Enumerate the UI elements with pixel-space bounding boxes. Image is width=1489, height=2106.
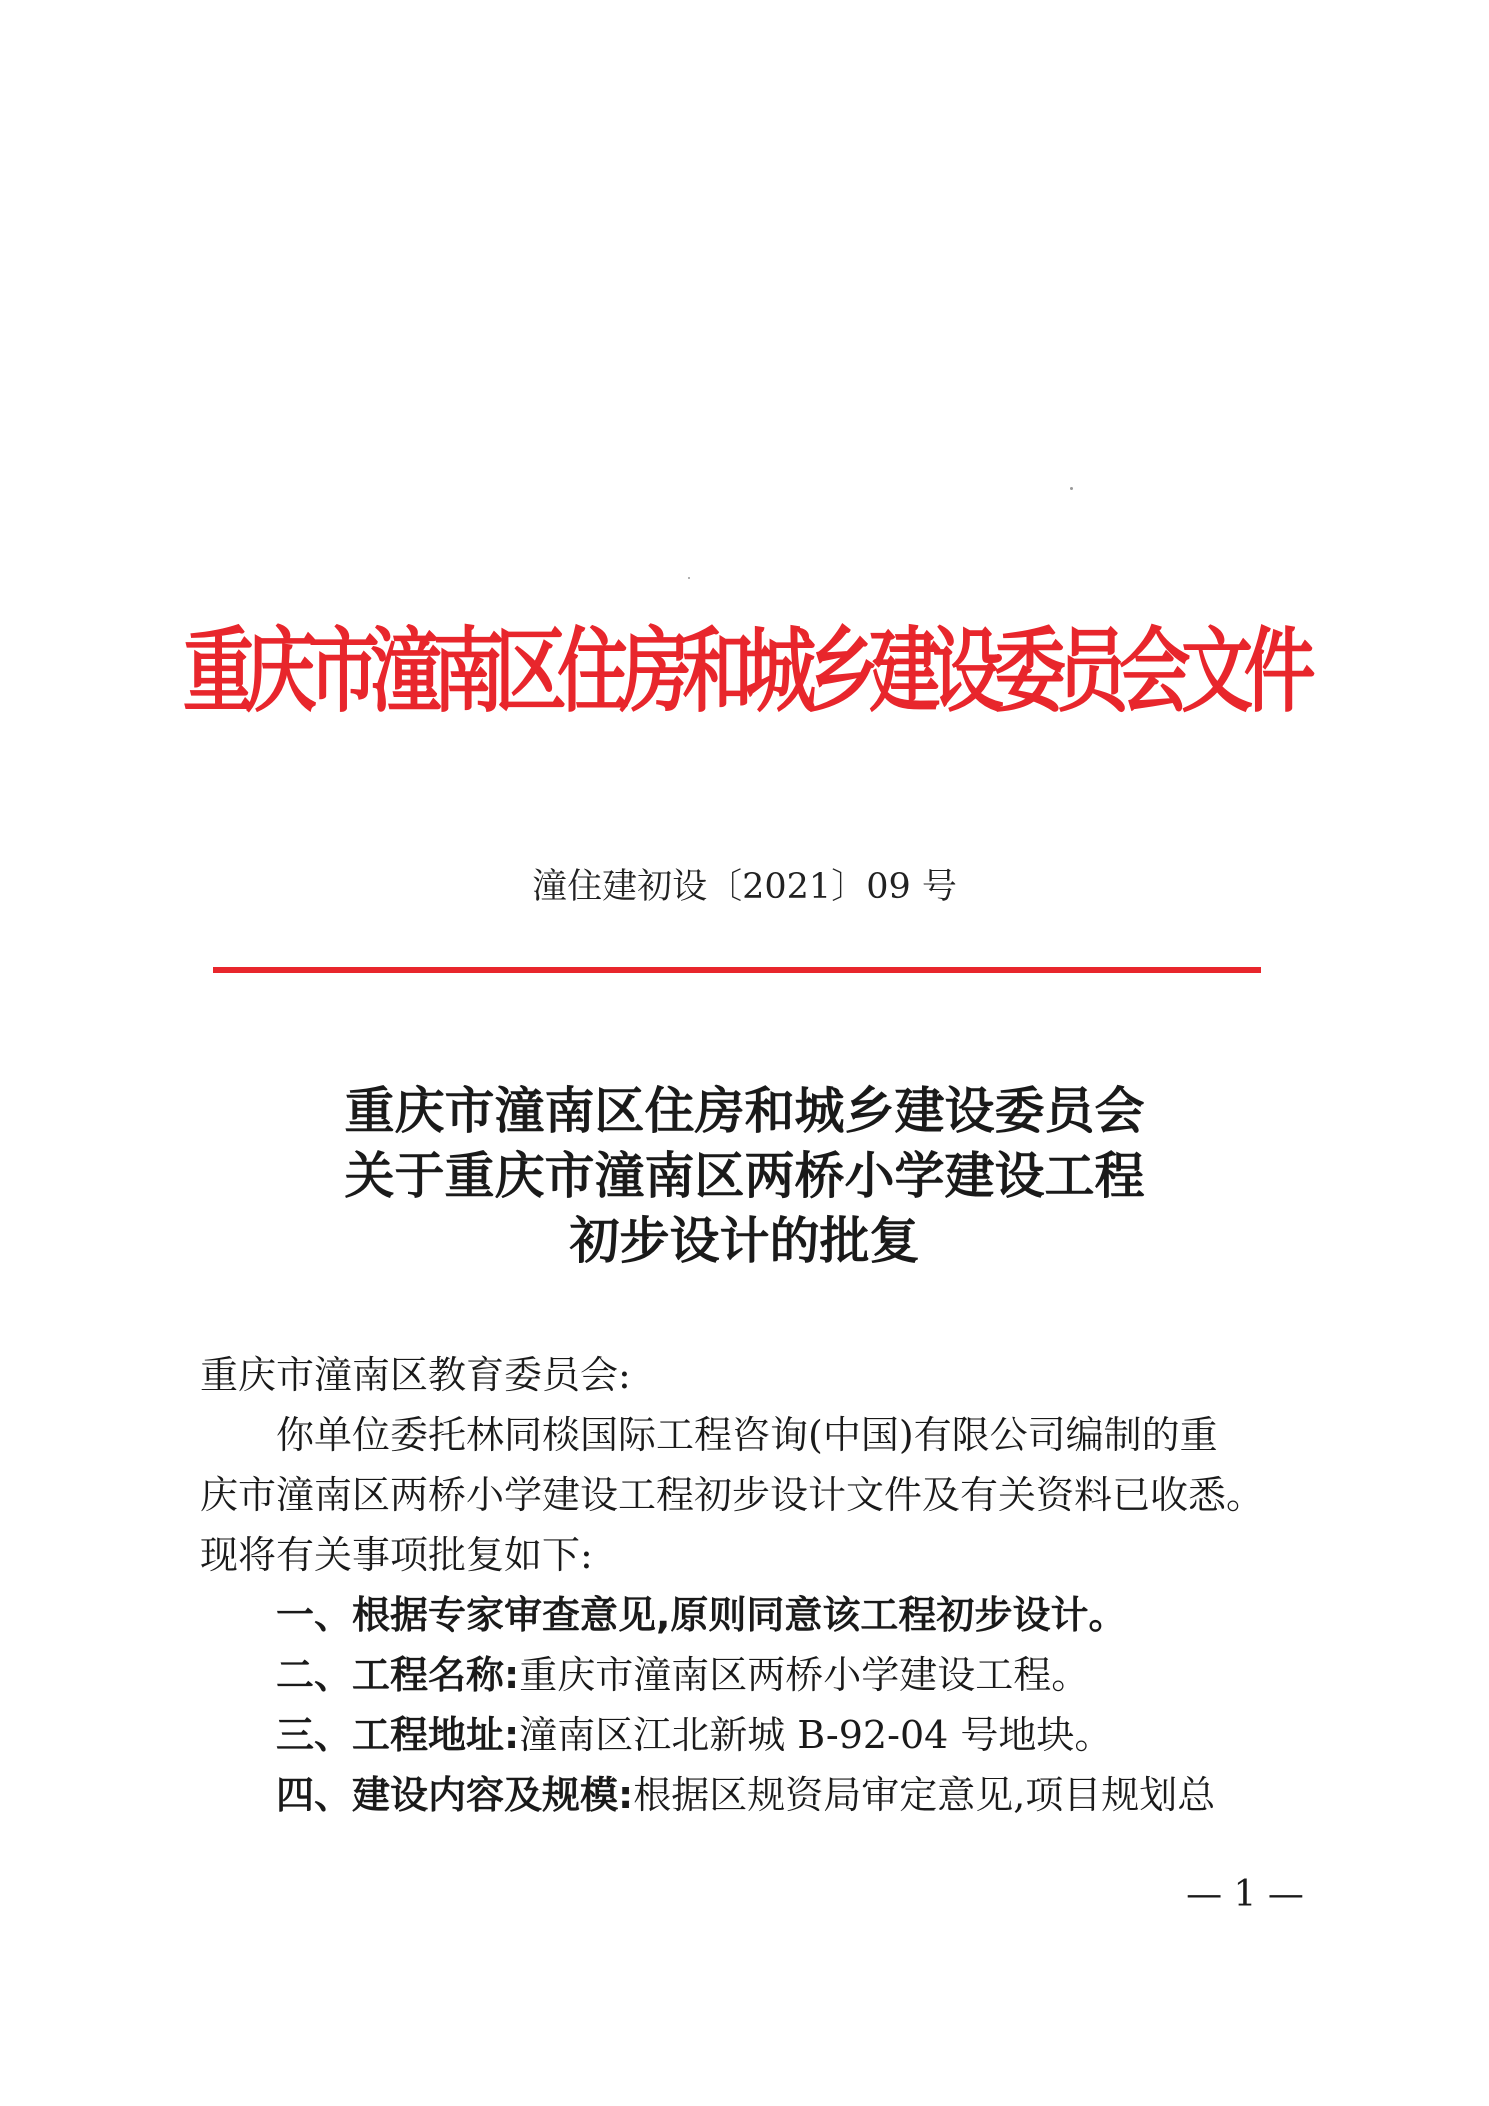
item-3-value: 潼南区江北新城 B-92-04 号地块。 — [519, 1713, 1113, 1757]
item-2 — [200, 1645, 1310, 1705]
paragraph-1-line-2: 庆市潼南区两桥小学建设工程初步设计文件及有关资料已收悉。 — [200, 1473, 1265, 1517]
item-4-value: 根据区规资局审定意见,项目规划总 — [633, 1773, 1216, 1817]
page-number: — 1 — — [1186, 1874, 1304, 1915]
body-text — [200, 1345, 1310, 1825]
item-3-label: 三、工程地址: — [276, 1713, 520, 1757]
item-4-label: 四、建设内容及规模: — [276, 1773, 634, 1817]
paragraph-1-line-1: 你单位委托林同棪国际工程咨询(中国)有限公司编制的重 — [276, 1413, 1218, 1457]
document-number: 潼住建初设〔2021〕09 号 — [532, 867, 957, 907]
red-separator-line — [213, 967, 1261, 973]
approval-title-line-1: 重庆市潼南区住房和城乡建设委员会 — [344, 1081, 1145, 1140]
paragraph-1-line-3: 现将有关事项批复如下: — [200, 1533, 593, 1577]
approval-title-line-2: 关于重庆市潼南区两桥小学建设工程 — [344, 1146, 1145, 1205]
red-header-title: 重庆市潼南区住房和城乡建设委员会文件 — [182, 618, 1307, 725]
approval-title-line-3: 初步设计的批复 — [569, 1211, 920, 1270]
approval-title — [0, 1078, 1489, 1273]
scan-speck — [1070, 487, 1073, 490]
item-3 — [200, 1705, 1310, 1765]
item-1: 一、根据专家审查意见,原则同意该工程初步设计。 — [276, 1593, 1127, 1637]
item-2-value: 重庆市潼南区两桥小学建设工程。 — [519, 1653, 1090, 1697]
item-4 — [200, 1765, 1310, 1825]
item-2-label: 二、工程名称: — [276, 1653, 520, 1697]
scan-speck — [688, 577, 690, 579]
salutation: 重庆市潼南区教育委员会: — [200, 1353, 631, 1397]
